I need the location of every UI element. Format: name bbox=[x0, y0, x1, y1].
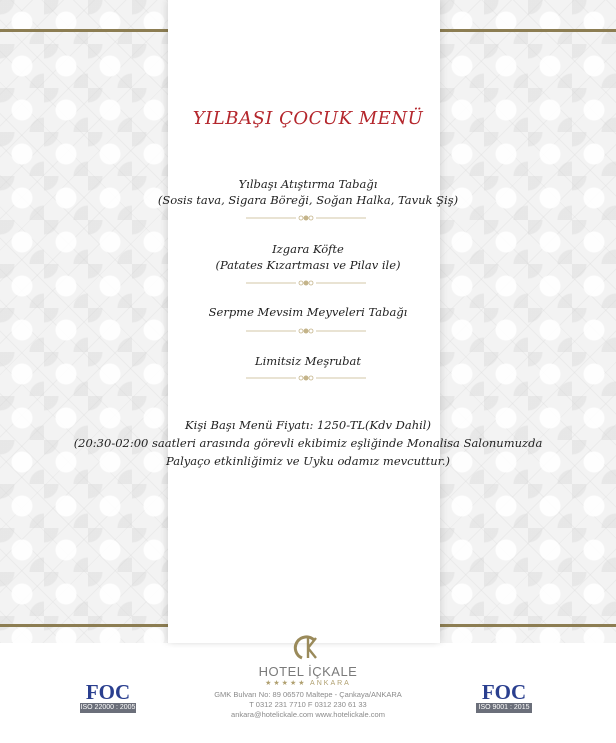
hotel-web: ankara@hotelickale.com www.hotelickale.com bbox=[231, 710, 385, 719]
iso-badge-left: ISO 22000 : 2005 bbox=[80, 704, 136, 711]
note-line-1: (20:30-02:00 saatleri arasında görevli ekibimiz eşliğinde Monalisa Salonumuzda bbox=[73, 436, 543, 450]
hotel-brand-sub: ★★★★★ ANKARA bbox=[265, 680, 351, 687]
menu-item-name: Serpme Mevsim Meyveleri Tabağı bbox=[208, 305, 408, 319]
decorative-pattern-left bbox=[0, 0, 168, 643]
foc-logo-left bbox=[82, 680, 134, 702]
ornament-divider bbox=[244, 326, 368, 336]
gold-border-top-left bbox=[0, 29, 168, 32]
gold-border-bottom-left bbox=[0, 624, 168, 627]
price-line: Kişi Başı Menü Fiyatı: 1250-TL(Kdv Dahil) bbox=[185, 418, 431, 432]
ornament-divider bbox=[244, 373, 368, 383]
gold-border-bottom-right bbox=[440, 624, 616, 627]
hotel-logo-icon bbox=[278, 632, 338, 662]
note-line-2: Palyaço etkinliğimiz ve Uyku odamız mevcuttur.) bbox=[166, 454, 450, 468]
menu-item-name: Limitsiz Meşrubat bbox=[254, 354, 362, 368]
menu-item-name: Izgara Köfte bbox=[272, 242, 344, 256]
menu-title: YILBAŞI ÇOCUK MENÜ bbox=[192, 108, 424, 129]
menu-item-detail: (Sosis tava, Sigara Böreği, Soğan Halka, Tavuk Şiş) bbox=[157, 193, 459, 207]
decorative-pattern-right bbox=[440, 0, 616, 643]
ornament-divider bbox=[244, 278, 368, 288]
ornament-divider bbox=[244, 213, 368, 223]
hotel-brand-name: HOTEL İÇKALE bbox=[258, 664, 358, 679]
menu-item-name: Yılbaşı Atıştırma Tabağı bbox=[238, 177, 378, 191]
iso-badge-right: ISO 9001 : 2015 bbox=[476, 703, 532, 713]
hotel-phone: T 0312 231 7710 F 0312 230 61 33 bbox=[249, 700, 367, 709]
hotel-address: GMK Bulvarı No: 89 06570 Maltepe - Çankaya/ANKARA bbox=[214, 690, 402, 699]
menu-panel bbox=[168, 0, 440, 643]
gold-border-top-right bbox=[440, 29, 616, 32]
foc-logo-text: FOC bbox=[85, 680, 131, 702]
foc-logo-right bbox=[478, 680, 530, 702]
menu-item-detail: (Patates Kızartması ve Pilav ile) bbox=[215, 258, 401, 272]
foc-logo-text: FOC bbox=[481, 680, 527, 702]
